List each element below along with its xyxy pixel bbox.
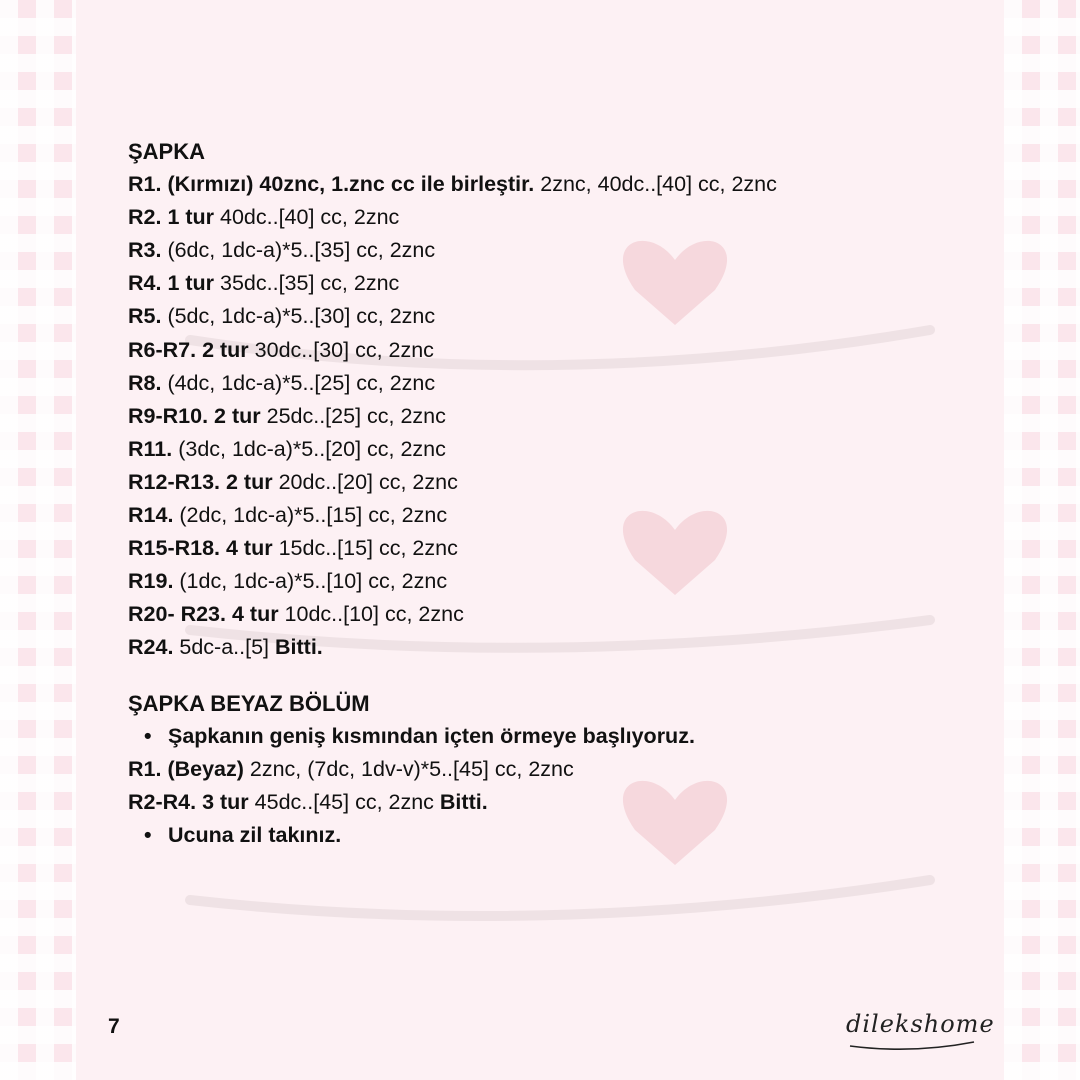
row-label: R9-R10.	[128, 403, 209, 428]
row-label: R3.	[128, 238, 162, 263]
row-text: (6dc, 1dc-a)*5..[35] cc, 2znc	[161, 238, 436, 263]
instruction-row	[128, 367, 928, 400]
instruction-row	[128, 168, 928, 201]
row-bold-text: 2 tur	[196, 337, 249, 362]
pattern-content	[128, 135, 928, 852]
brand-logo	[842, 1008, 995, 1054]
row-label: R6-R7.	[128, 337, 197, 362]
instruction-row	[128, 201, 928, 234]
row-text: (3dc, 1dc-a)*5..[20] cc, 2znc	[172, 436, 446, 461]
instruction-row	[128, 433, 928, 466]
row-text: 2znc, (7dc, 1dv-v)*5..[45] cc, 2znc	[243, 756, 574, 781]
row-text: 5dc-a..[5]	[173, 635, 276, 660]
section-spacer	[128, 665, 928, 687]
instruction-row	[128, 532, 928, 565]
row-label: R1.	[128, 756, 162, 781]
row-bold-text: (Beyaz)	[161, 756, 244, 781]
row-label: R12-R13.	[128, 469, 221, 494]
bullet-text: Ucuna zil takınız.	[168, 822, 342, 847]
row-bold-text: 1 tur	[161, 271, 215, 296]
row-label: R24.	[128, 635, 174, 660]
instruction-row	[128, 786, 928, 819]
instruction-row	[128, 234, 928, 267]
row-label: R2-R4.	[128, 789, 197, 814]
row-label: R8.	[128, 370, 162, 395]
instruction-row	[128, 565, 928, 598]
row-text: 40dc..[40] cc, 2znc	[214, 205, 400, 230]
instruction-row	[128, 334, 928, 367]
logo-swoosh-icon	[842, 1008, 982, 1054]
row-bold-text: (Kırmızı) 40znc, 1.znc cc ile birleştir.	[161, 172, 535, 197]
row-label: R20- R23.	[128, 602, 226, 627]
list-item	[128, 720, 928, 753]
instruction-row	[128, 753, 928, 786]
row-text: (1dc, 1dc-a)*5..[10] cc, 2znc	[173, 569, 448, 594]
row-label: R5.	[128, 304, 162, 329]
row-label: R1.	[128, 172, 162, 197]
row-label: R2.	[128, 205, 162, 230]
row-label: R15-R18.	[128, 536, 221, 561]
row-bold-text: 4 tur	[226, 602, 279, 627]
instruction-row	[128, 300, 928, 333]
instruction-row	[128, 631, 928, 664]
row-bold-text: 2 tur	[220, 469, 273, 494]
row-text: 15dc..[15] cc, 2znc	[272, 536, 458, 561]
row-bold-text: 2 tur	[208, 403, 261, 428]
instruction-row	[128, 499, 928, 532]
row-text: (2dc, 1dc-a)*5..[15] cc, 2znc	[173, 503, 448, 528]
row-text: 30dc..[30] cc, 2znc	[248, 337, 434, 362]
row-list	[128, 168, 928, 664]
gingham-border-right	[1004, 0, 1080, 1080]
gingham-border-left	[0, 0, 76, 1080]
bullet-text: Şapkanın geniş kısmından içten örmeye başlıyoruz.	[168, 723, 695, 748]
row-text: 20dc..[20] cc, 2znc	[272, 469, 458, 494]
row-label: R14.	[128, 503, 174, 528]
page-number: 7	[108, 1015, 120, 1038]
instruction-row	[128, 400, 928, 433]
row-label: R11.	[128, 436, 173, 461]
row-tail: Bitti.	[439, 789, 488, 814]
bullet-dot-icon: •	[144, 822, 152, 847]
row-list	[128, 753, 928, 819]
row-label: R4.	[128, 271, 162, 296]
row-text: 2znc, 40dc..[40] cc, 2znc	[534, 172, 777, 197]
row-text: 25dc..[25] cc, 2znc	[260, 403, 446, 428]
row-bold-text: 4 tur	[220, 536, 273, 561]
row-bold-text: 3 tur	[196, 789, 249, 814]
row-text: (4dc, 1dc-a)*5..[25] cc, 2znc	[161, 370, 436, 395]
row-label: R19.	[128, 569, 174, 594]
row-tail: Bitti.	[275, 635, 323, 660]
section-title: ŞAPKA BEYAZ BÖLÜM	[128, 690, 370, 716]
instruction-row	[128, 267, 928, 300]
list-item	[128, 819, 928, 852]
section-title: ŞAPKA	[128, 139, 206, 164]
row-text: 45dc..[45] cc, 2znc	[248, 789, 440, 814]
row-text: 35dc..[35] cc, 2znc	[214, 271, 400, 296]
instruction-row	[128, 598, 928, 631]
instruction-row	[128, 466, 928, 499]
row-text: (5dc, 1dc-a)*5..[30] cc, 2znc	[161, 304, 436, 329]
row-text: 10dc..[10] cc, 2znc	[278, 602, 464, 627]
logo-text: dilekshome	[846, 1010, 995, 1038]
row-bold-text: 1 tur	[161, 205, 215, 230]
bullet-dot-icon: •	[144, 723, 152, 748]
